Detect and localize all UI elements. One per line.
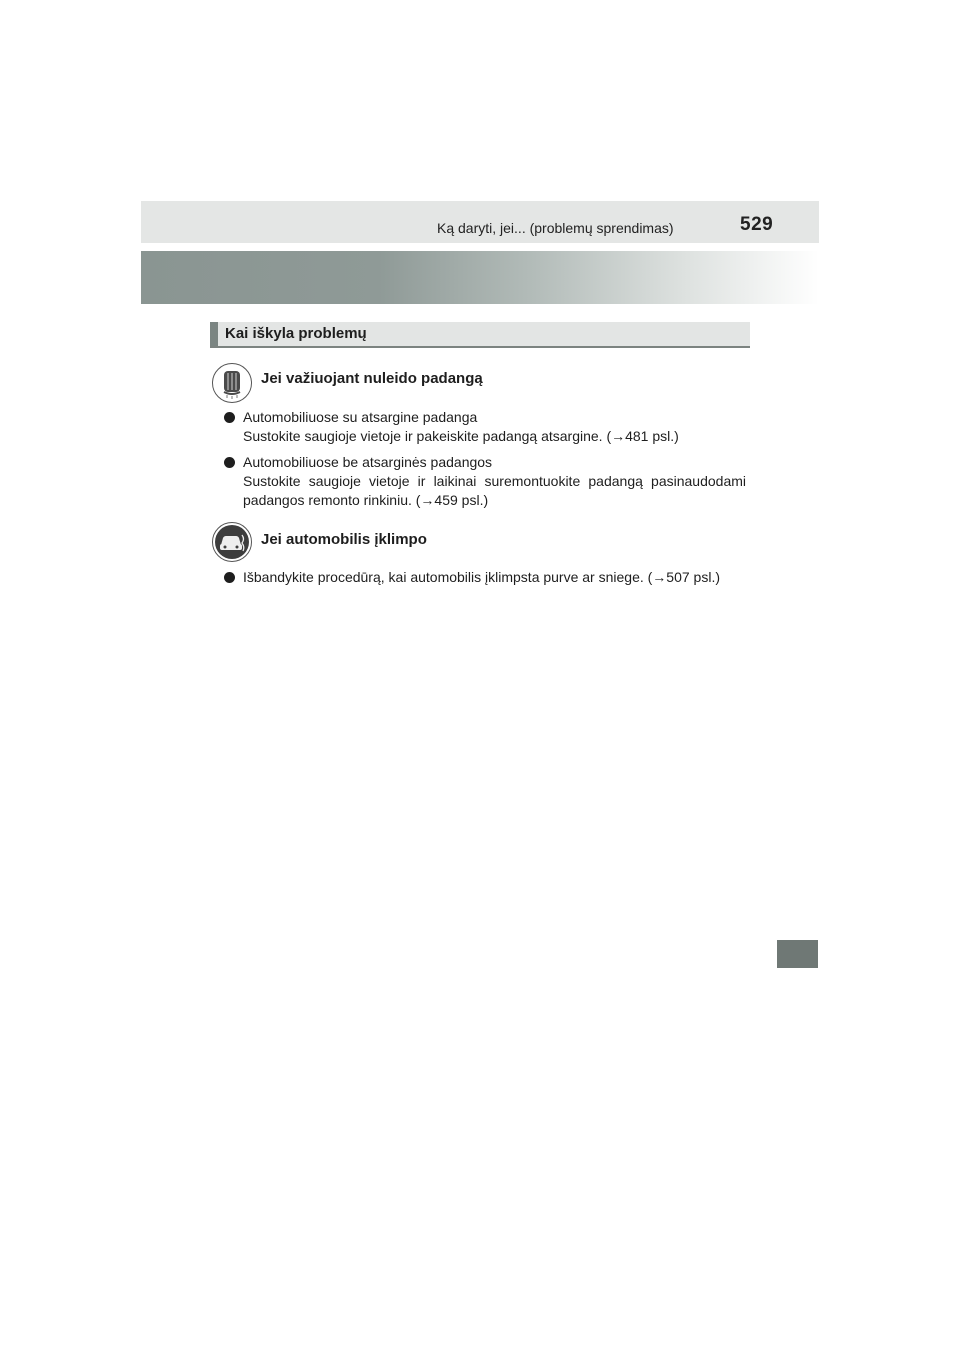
flat-tire-item-2 [243, 453, 746, 510]
flat-tire-item-1-title: Automobiliuose su atsargine padanga [243, 409, 478, 425]
chapter-tab-marker [777, 940, 818, 968]
header-section-title: Ką daryti, jei... (problemų sprendimas) [437, 220, 674, 236]
bullet-icon [224, 572, 235, 583]
flat-tire-item-1-text: Sustokite saugioje vietoje ir pakeiskite padangą atsargine. (→481 psl.) [243, 428, 679, 444]
flat-tire-heading: Jei važiuojant nuleido padangą [261, 370, 483, 387]
flat-tire-item-2-text: Sustokite saugioje vietoje ir laikinai suremontuokite padangą pasinaudodami padangos remonto rinkiniu. (→459 psl.) [243, 473, 746, 508]
section-heading [210, 322, 750, 348]
flat-tire-icon [212, 363, 252, 403]
flat-tire-item-2-title: Automobiliuose be atsarginės padangos [243, 454, 493, 470]
bullet-icon [224, 457, 235, 468]
stuck-vehicle-heading: Jei automobilis įklimpo [261, 531, 427, 548]
stuck-vehicle-icon [212, 522, 252, 562]
flat-tire-item-1 [243, 408, 746, 446]
stuck-vehicle-item-1: Išbandykite procedūrą, kai automobilis įklimpsta purve ar sniege. (→507 psl.) [243, 569, 721, 585]
chapter-gradient-band [141, 251, 819, 304]
bullet-icon [224, 412, 235, 423]
page-number: 529 [740, 214, 774, 235]
section-heading-text: Kai iškyla problemų [225, 325, 367, 342]
section-heading-accent [210, 322, 218, 346]
